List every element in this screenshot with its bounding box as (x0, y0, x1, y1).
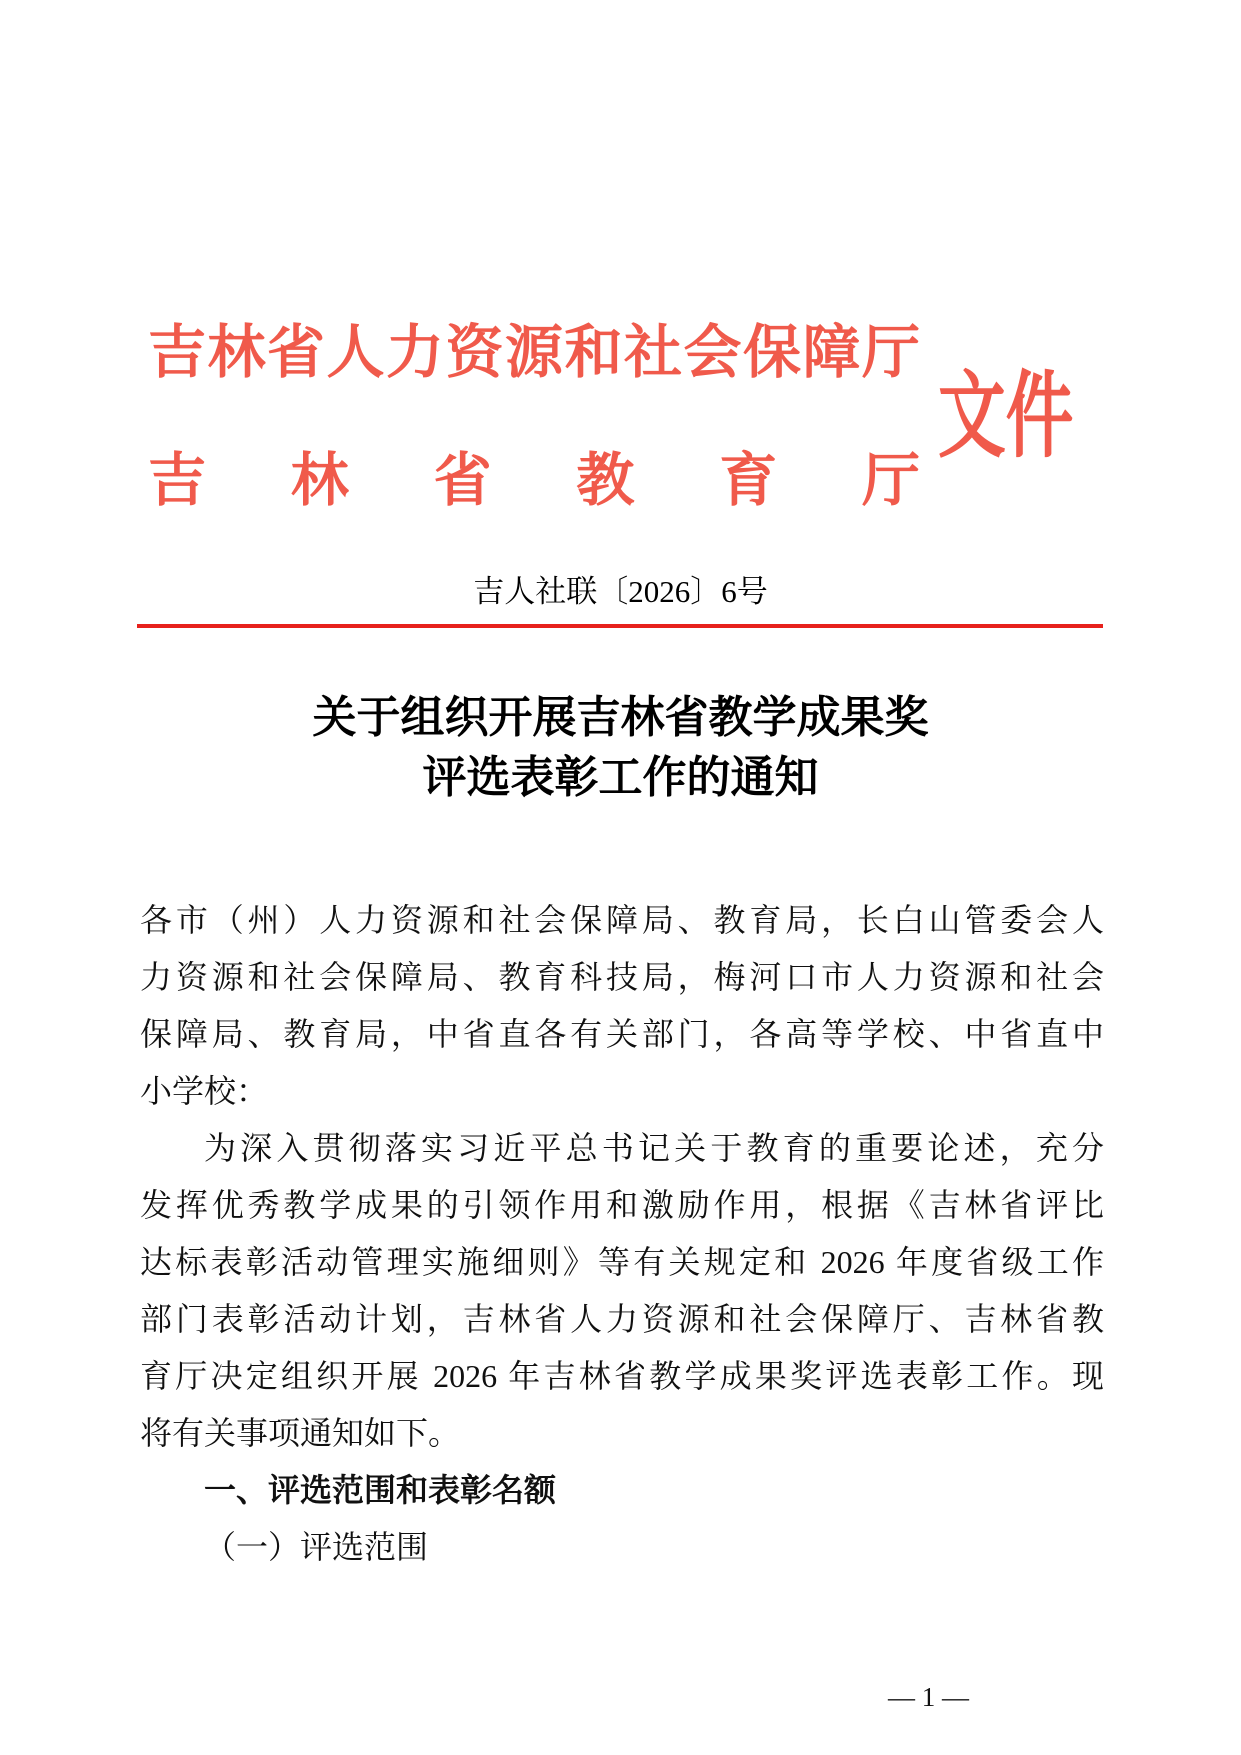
page-number: — 1 — (888, 1682, 969, 1712)
body-line: 将有关事项通知如下。 (140, 1415, 461, 1451)
letterhead-org-line2: 吉林省教育厅 (148, 448, 920, 513)
body-line: 保障局、教育局，中省直各有关部门，各高等学校、中省直中 (140, 1016, 1104, 1052)
letterhead-doc-word: 文件 (938, 365, 1074, 469)
document-body (140, 892, 1104, 1576)
body-line: 发挥优秀教学成果的引领作用和激励作用，根据《吉林省评比 (140, 1187, 1104, 1223)
document-number: 吉人社联〔2026〕6号 (473, 574, 768, 609)
document-title (0, 688, 1241, 808)
subsection-heading: （一）评选范围 (204, 1529, 429, 1565)
document-title-line2: 评选表彰工作的通知 (422, 753, 819, 802)
body-line: 为深入贯彻落实习近平总书记关于教育的重要论述，充分 (204, 1130, 1104, 1166)
letterhead-divider-rule (137, 624, 1103, 628)
section-heading: 一、评选范围和表彰名额 (204, 1472, 557, 1508)
body-line: 小学校： (140, 1073, 269, 1109)
body-line: 达标表彰活动管理实施细则》等有关规定和 2026 年度省级工作 (140, 1244, 1104, 1280)
body-line: 各市（州）人力资源和社会保障局、教育局，长白山管委会人 (140, 902, 1104, 938)
letterhead-org-line1: 吉林省人力资源和社会保障厅 (148, 320, 920, 385)
body-line: 育厅决定组织开展 2026 年吉林省教学成果奖评选表彰工作。现 (140, 1358, 1104, 1394)
body-line: 部门表彰活动计划，吉林省人力资源和社会保障厅、吉林省教 (140, 1301, 1104, 1337)
document-title-line1: 关于组织开展吉林省教学成果奖 (312, 693, 929, 742)
body-line: 力资源和社会保障局、教育科技局，梅河口市人力资源和社会 (140, 959, 1104, 995)
